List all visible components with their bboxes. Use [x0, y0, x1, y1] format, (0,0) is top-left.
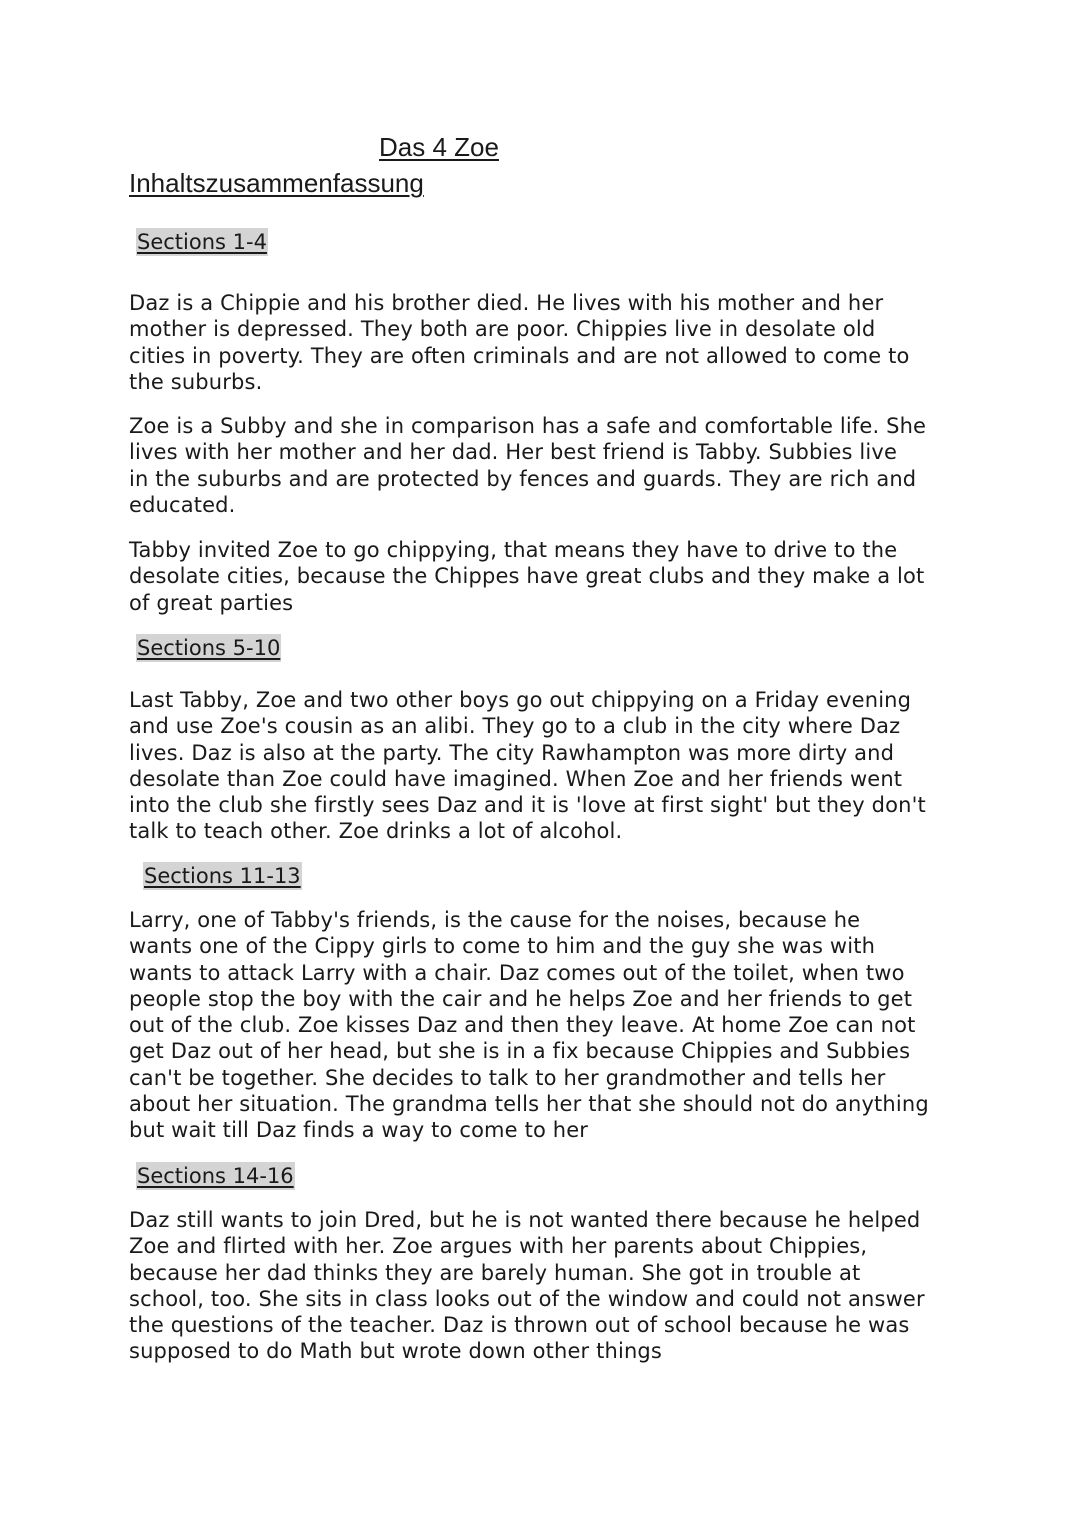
section-heading: Sections 1-4	[137, 230, 267, 254]
text-line: lives. Daz is also at the party. The city Rawhampton was more dirty and	[129, 740, 895, 765]
text-line: people stop the boy with the cair and he helps Zoe and her friends to get	[129, 986, 913, 1011]
paragraph	[129, 413, 964, 518]
text-line: desolate cities, because the Chippes have great clubs and they make a lot	[129, 564, 925, 589]
section-heading: Sections 14-16	[137, 1164, 294, 1188]
text-line: the suburbs.	[129, 369, 263, 394]
text-line: Daz still wants to join Dred, but he is not wanted there because he helped	[129, 1208, 921, 1232]
text-line: because her dad thinks they are barely human. She got in trouble at	[129, 1260, 861, 1285]
text-line: and use Zoe's cousin as an alibi. They go to a club in the city where Daz	[129, 714, 901, 739]
text-line: the questions of the teacher. Daz is thrown out of school because he was	[129, 1313, 910, 1338]
section-heading: Sections 5-10	[137, 636, 281, 660]
text-line: school, too. She sits in class looks out of the window and could not answer	[129, 1286, 925, 1311]
text-line: can't be together. She decides to talk to her grandmother and tells her	[129, 1065, 886, 1090]
text-line: mother is depressed. They both are poor. Chippies live in desolate old	[129, 317, 876, 342]
text-line: lives with her mother and her dad. Her best friend is Tabby. Subbies live	[129, 440, 898, 465]
text-line: Larry, one of Tabby's friends, is the cause for the noises, because he	[129, 908, 861, 932]
text-line: supposed to do Math but wrote down other things	[129, 1339, 662, 1364]
text-line: Tabby invited Zoe to go chippying, that means they have to drive to the	[129, 538, 898, 562]
text-line: of great parties	[129, 590, 294, 615]
document-title: Das 4 Zoe	[379, 132, 499, 162]
text-line: Daz is a Chippie and his brother died. He lives with his mother and her	[129, 291, 884, 315]
text-line: wants one of the Cippy girls to come to him and the guy she was with	[129, 934, 876, 959]
paragraph	[129, 687, 964, 845]
text-line: about her situation. The grandma tells her that she should not do anything	[129, 1092, 929, 1117]
section-heading: Sections 11-13	[144, 864, 301, 888]
paragraph	[129, 1207, 964, 1365]
text-line: cities in poverty. They are often criminals and are not allowed to come to	[129, 343, 910, 368]
text-line: educated.	[129, 492, 236, 517]
text-line: Zoe is a Subby and she in comparison has a safe and comfortable life. She	[129, 414, 927, 438]
text-line: in the suburbs and are protected by fences and guards. They are rich and	[129, 466, 917, 491]
text-line: get Daz out of her head, but she is in a fix because Chippies and Subbies	[129, 1039, 911, 1064]
text-line: but wait till Daz finds a way to come to her	[129, 1118, 589, 1143]
paragraph	[129, 537, 964, 616]
text-line: into the club she firstly sees Daz and it is 'love at first sight' but they don't	[129, 793, 926, 818]
text-line: out of the club. Zoe kisses Daz and then they leave. At home Zoe can not	[129, 1013, 916, 1038]
text-line: talk to teach other. Zoe drinks a lot of alcohol.	[129, 819, 623, 844]
text-line: Zoe and flirted with her. Zoe argues with her parents about Chippies,	[129, 1234, 868, 1259]
text-line: wants to attack Larry with a chair. Daz comes out of the toilet, when two	[129, 960, 905, 985]
text-line: desolate than Zoe could have imagined. When Zoe and her friends went	[129, 766, 903, 791]
paragraph	[129, 907, 964, 1144]
paragraph	[129, 290, 964, 395]
text-line: Last Tabby, Zoe and two other boys go out chippying on a Friday evening	[129, 688, 912, 712]
document-subtitle: Inhaltszusammenfassung	[129, 168, 424, 198]
